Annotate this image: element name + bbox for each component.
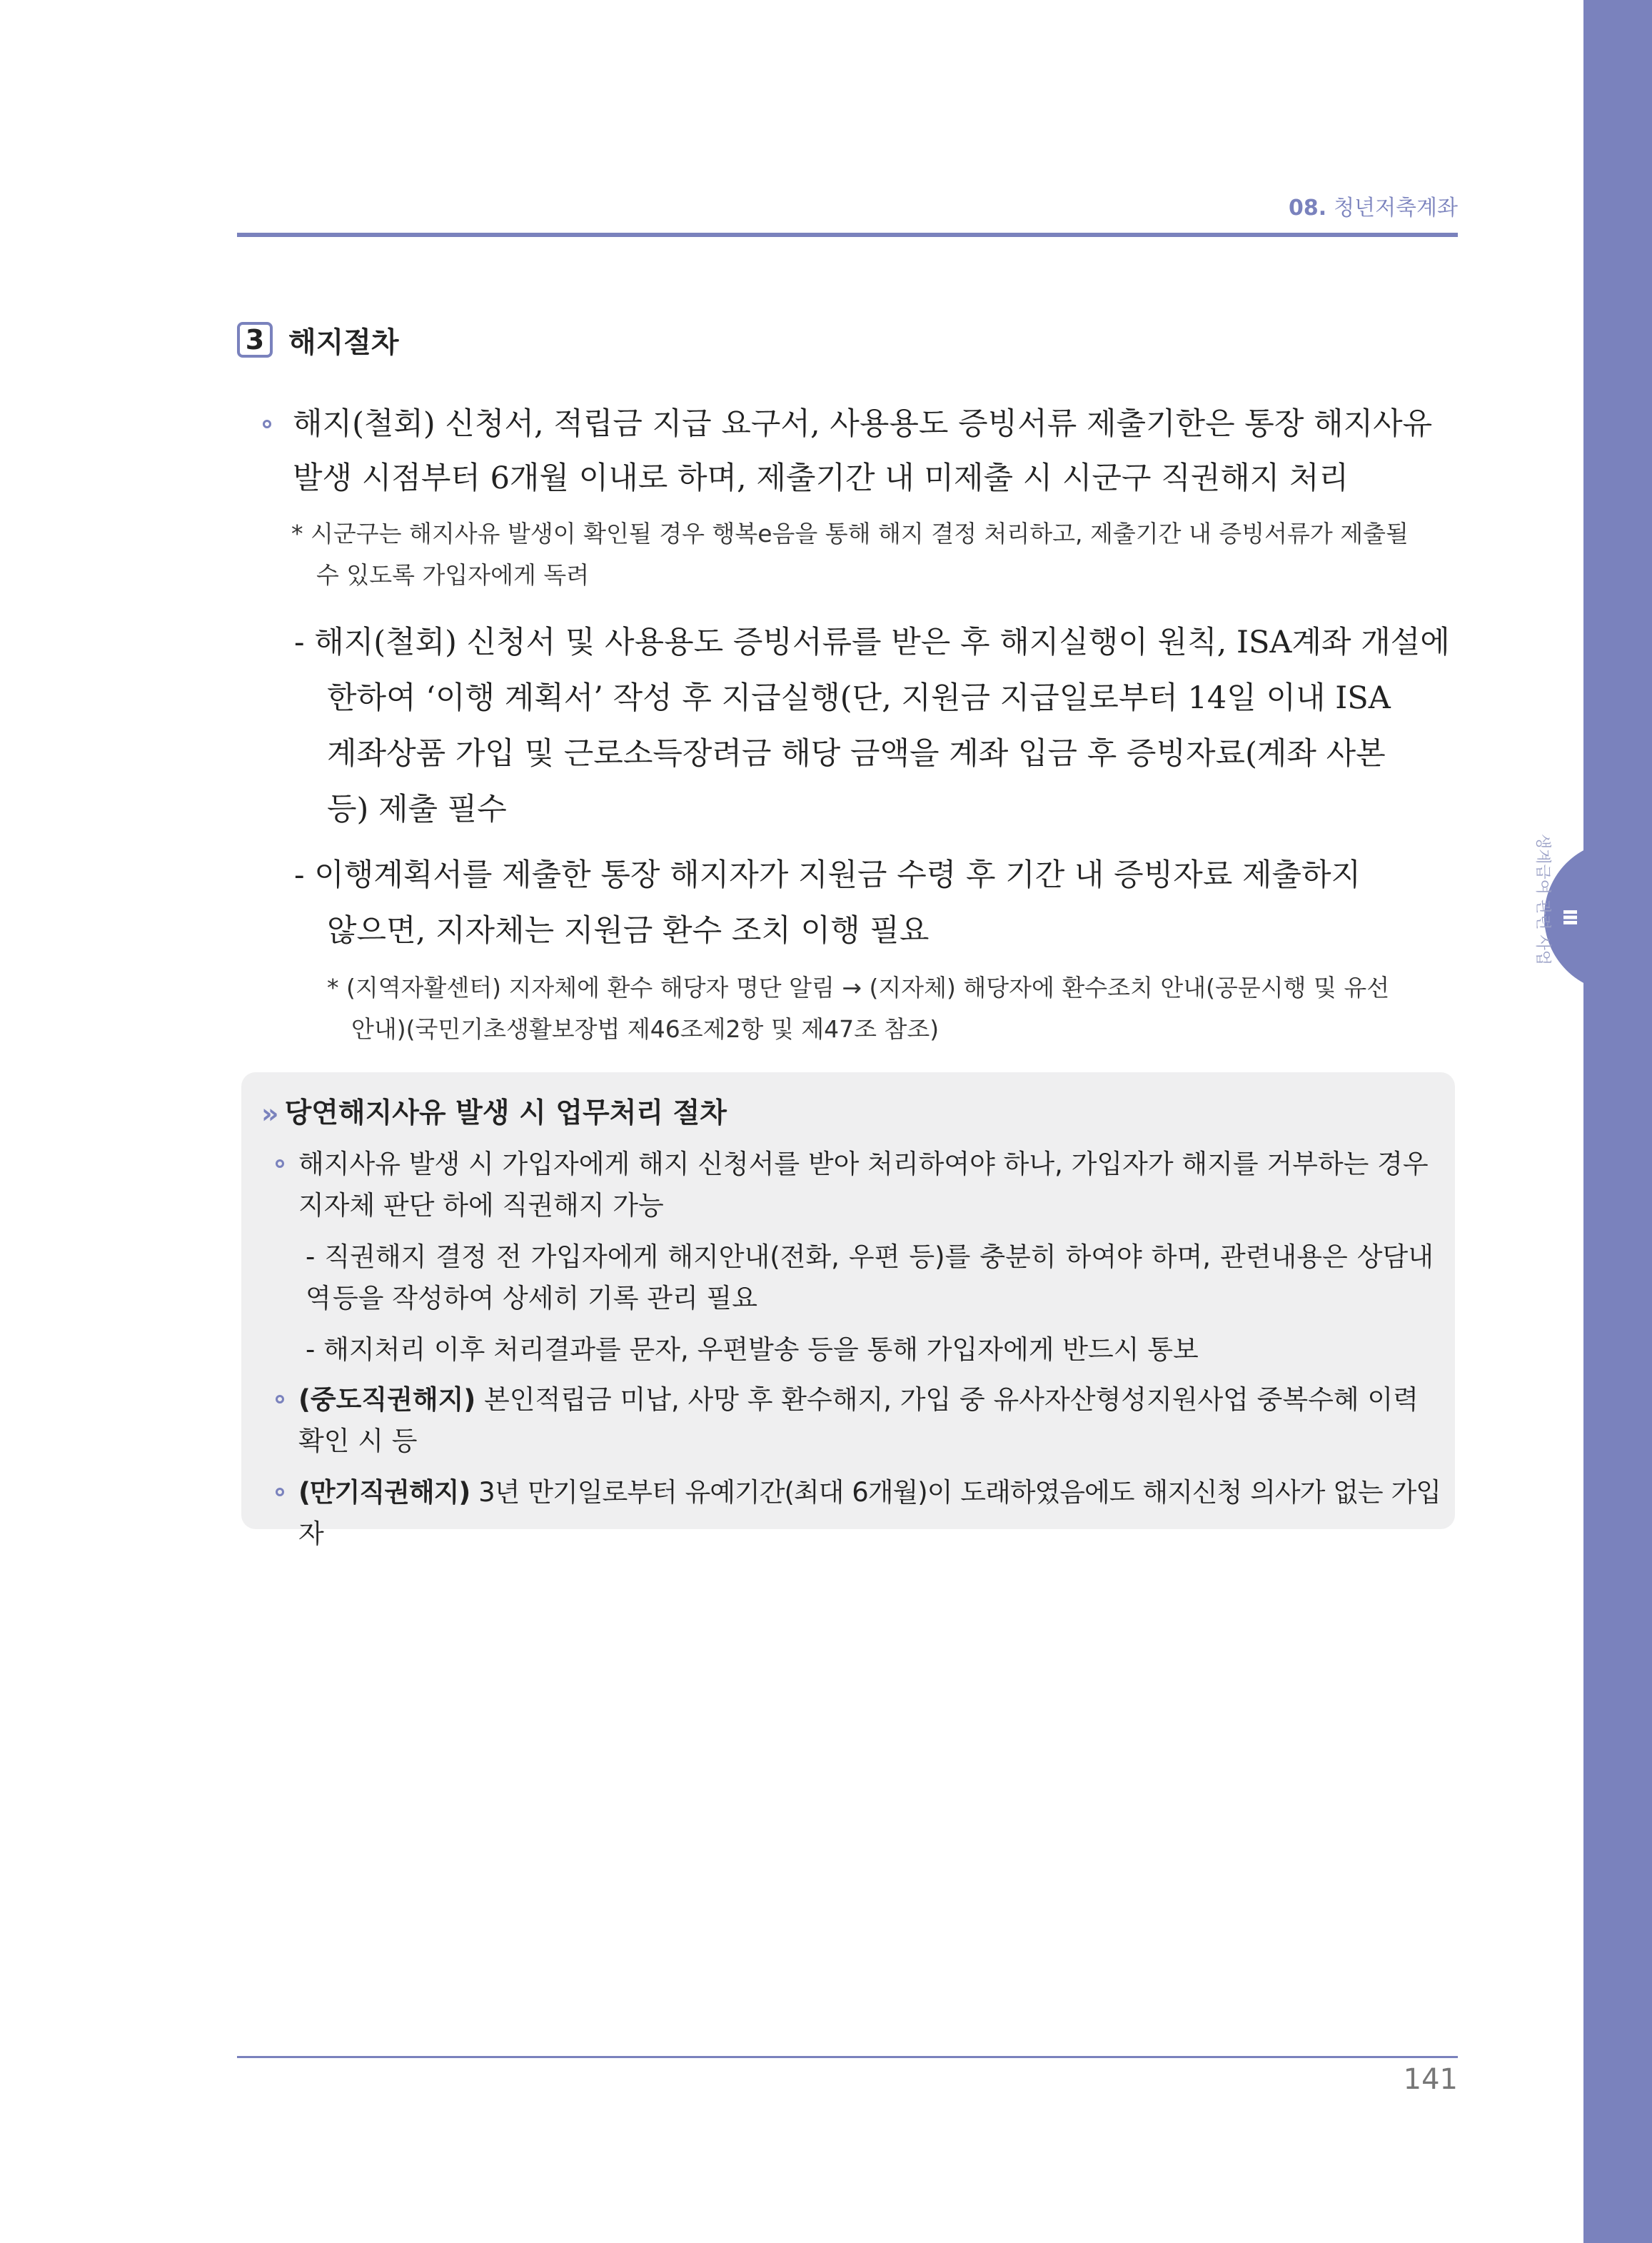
footnote-line: 안내)(국민기초생활보장법 제46조제2항 및 제47조 참조): [351, 1015, 940, 1043]
box-line-bold: (중도직권해지): [298, 1384, 476, 1415]
footnote-line: * (지역자활센터) 지자체에 환수 해당자 명단 알림 → (지자체) 해당자에 환수조치 안내(공문시행 및 유선: [327, 974, 1390, 1002]
header-rule: [237, 233, 1458, 237]
section-number-box: 3: [237, 322, 273, 358]
side-band: [1583, 0, 1652, 2243]
dash-item-line: - 이행계획서를 제출한 통장 해지자가 지원금 수령 후 기간 내 증빙자료 제출하지: [294, 857, 1361, 893]
paragraph-line: 해지(철회) 신청서, 적립금 지급 요구서, 사용용도 증빙서류 제출기한은 통장 해지사유: [293, 406, 1433, 442]
box-line-bold: (만기직권해지): [298, 1477, 470, 1508]
box-line: [298, 1472, 1441, 1555]
running-header: [1289, 190, 1458, 221]
footer-rule: [237, 2056, 1458, 2058]
info-box-title-text: 당연해지사유 발생 시 업무처리 절차: [284, 1097, 727, 1129]
info-box-title: [261, 1092, 727, 1135]
footnote-line: 수 있도록 가입자에게 독려: [316, 561, 590, 589]
chapter-side-caption: 생계급여 관련 사업: [1533, 833, 1551, 965]
dash-item-line: 등) 제출 필수: [327, 792, 507, 827]
chapter-tab-label: Ⅲ: [1558, 908, 1580, 927]
box-dash-line: - 해지처리 이후 처리결과를 문자, 우편발송 등을 통해 가입자에게 반드시 통보: [306, 1334, 1199, 1365]
dash-item-line: - 해지(철회) 신청서 및 사용용도 증빙서류를 받은 후 해지실행이 원칙, ISA계좌 개설에: [294, 625, 1450, 660]
chapter-title: 청년저축계좌: [1334, 196, 1458, 221]
bullet-icon: [276, 1395, 284, 1403]
dash-item-line: 한하여 ‘이행 계획서’ 작성 후 지급실행(단, 지원금 지급일로부터 14일 이내 ISA: [327, 680, 1391, 716]
page-number: 141: [1403, 2063, 1458, 2096]
paragraph-line: 발생 시점부터 6개월 이내로 하며, 제출기간 내 미제출 시 시군구 직권해지 처리: [293, 460, 1349, 496]
section-title: 해지절차: [288, 326, 399, 359]
box-line: 해지사유 발생 시 가입자에게 해지 신청서를 받아 처리하여야 하나, 가입자가 해지를 거부하는 경우: [298, 1149, 1429, 1179]
box-line-rest: 본인적립금 미납, 사망 후 환수해지, 가입 중 유사자산형성지원사업 중복수혜 이력: [475, 1384, 1419, 1415]
box-line: 지자체 판단 하에 직권해지 가능: [298, 1190, 664, 1221]
dash-item-line: 않으면, 지자체는 지원금 환수 조치 이행 필요: [327, 913, 930, 949]
footnote-line: * 시군구는 해지사유 발생이 확인될 경우 행복e음을 통해 해지 결정 처리하고, 제출기간 내 증빙서류가 제출될: [291, 520, 1409, 548]
bullet-icon: [276, 1159, 284, 1168]
box-dash-line: 등을 작성하여 상세히 기록 관리 필요: [333, 1283, 757, 1314]
bullet-icon: [276, 1488, 284, 1496]
box-line: [298, 1379, 1434, 1421]
dash-item-line: 계좌상품 가입 및 근로소득장려금 해당 금액을 계좌 입금 후 증빙자료(계좌 사본: [327, 736, 1386, 772]
section-heading: [237, 320, 399, 360]
bullet-icon: [263, 420, 271, 428]
chapter-number: 08.: [1288, 196, 1327, 221]
box-line-rest: 3년 만기일로부터 유예기간(최대 6개월)이 도래하였음에도 해지신청 의사가 없는 가입자: [298, 1477, 1441, 1549]
box-line: 확인 시 등: [298, 1426, 418, 1456]
box-dash-line: - 직권해지 결정 전 가입자에게 해지안내(전화, 우편 등)를 충분히 하여야 하며, 관련내용은 상담내역: [306, 1241, 1434, 1314]
double-chevron-icon: »: [261, 1098, 275, 1129]
